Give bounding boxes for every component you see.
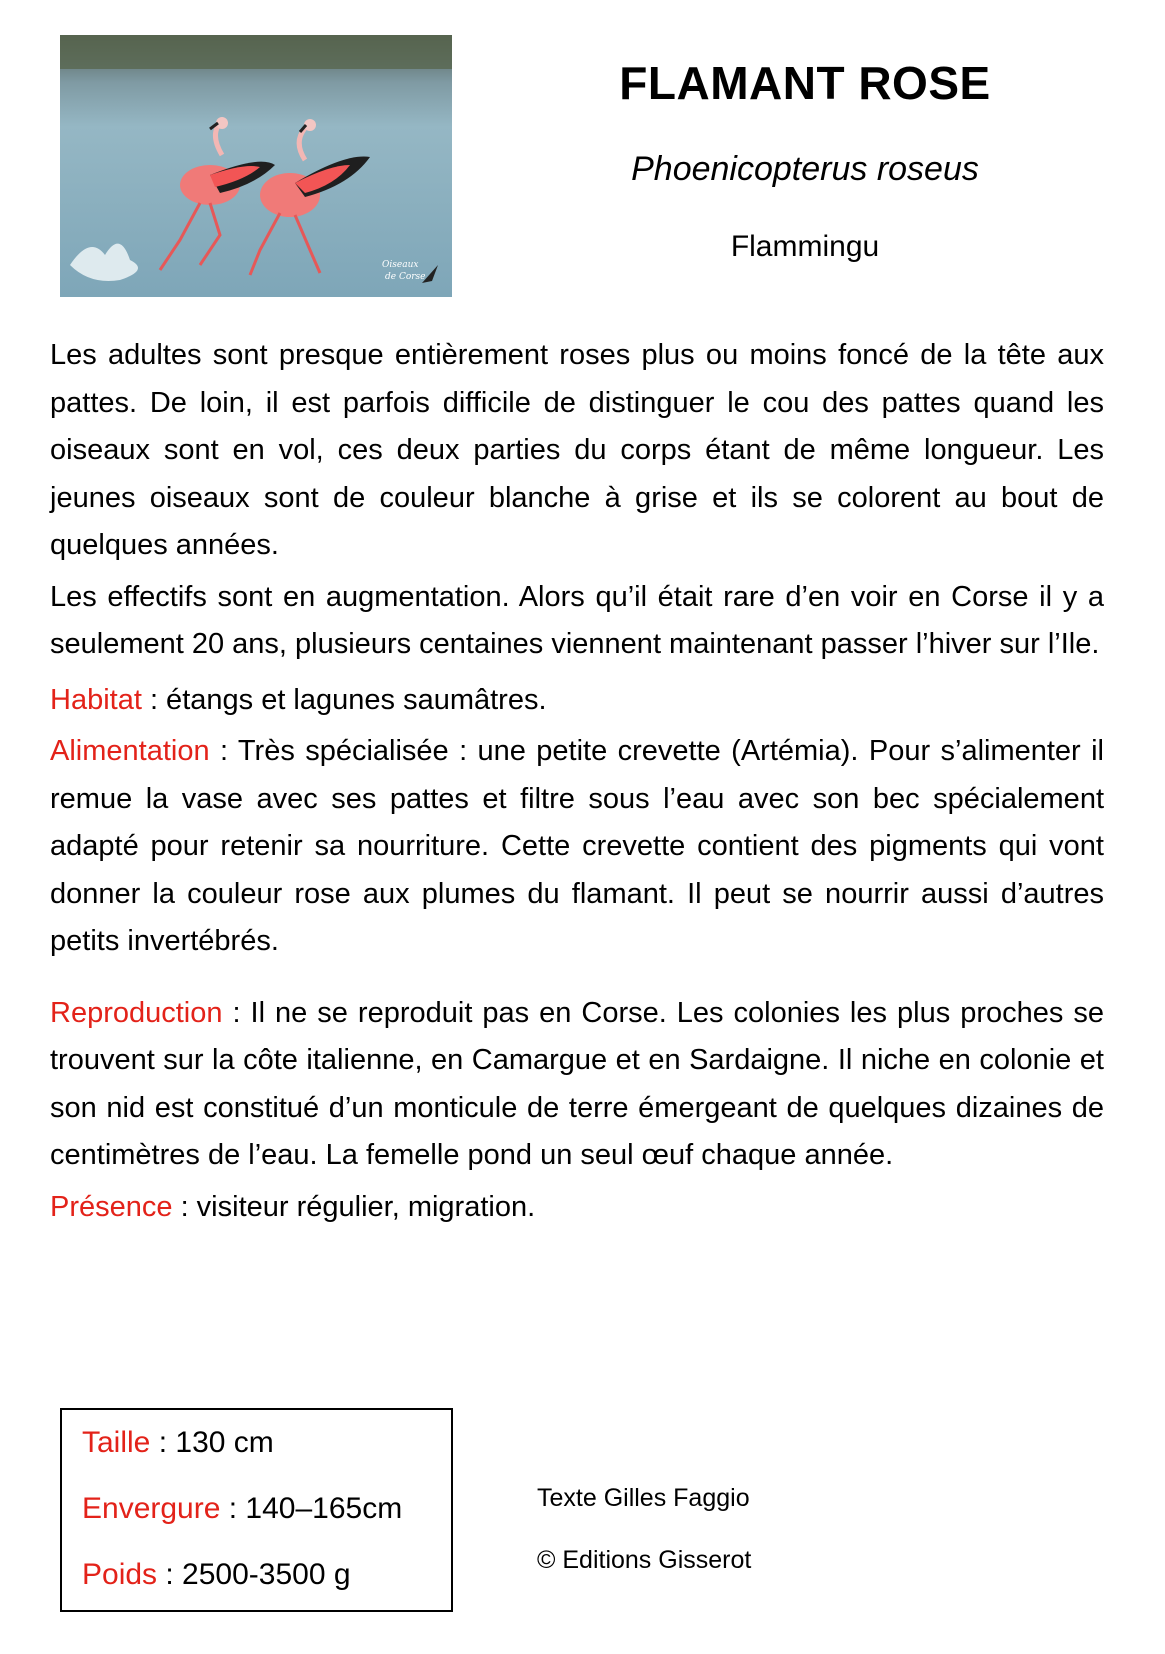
alimentation-label: Alimentation — [50, 735, 210, 767]
habitat-label: Habitat — [50, 683, 142, 716]
reproduction-label: Reproduction — [50, 996, 223, 1029]
presence-label: Présence — [50, 1190, 173, 1223]
habitat-text: : étangs et lagunes saumâtres. — [141, 683, 547, 716]
description-paragraph-1: Les adultes sont presque entièrement roses plus ou moins foncé de la tête aux pattes. De loin, il est parfois difficile de distinguer le cou des pattes quand les oiseaux sont en vol, ces deux parties du corps étant de même longueur. Les jeunes oiseaux sont de couleur blanche à grise et ils se colorent au bout de quelques années. — [50, 339, 1104, 561]
poids-label: Poids — [82, 1558, 158, 1591]
habitat-section — [50, 677, 1104, 725]
latin-name: Phoenicopterus roseus — [631, 150, 979, 188]
measurements-box — [60, 1408, 453, 1612]
flamingo-photo — [60, 35, 452, 297]
species-description — [50, 332, 1104, 1231]
alimentation-text: : Très spécialisée : une petite crevette (Artémia). Pour s’alimenter il remue la vase avec ses pattes et filtre sous l’eau avec son bec spécialement adapté pour retenir sa nourriture. Cette crevette contient des pigments qui vont donner la couleur rose aux plumes du flamant. Il peut se nourrir aussi d’autres petits invertébrés. — [50, 735, 1104, 957]
taille-value: : 130 cm — [150, 1426, 274, 1459]
author-credit: Texte Gilles Faggio — [537, 1484, 750, 1512]
watermark-line1: Oiseaux — [382, 260, 419, 270]
publisher-credit: © Editions Gisserot — [537, 1546, 752, 1574]
corsican-name: Flammingu — [730, 230, 880, 263]
poids-row — [82, 1552, 451, 1618]
envergure-row — [82, 1486, 451, 1552]
presence-text: : visiteur régulier, migration. — [172, 1190, 536, 1223]
flamingo-illustration — [60, 35, 452, 297]
presence-section — [50, 1184, 1104, 1232]
poids-value: : 2500-3500 g — [157, 1558, 351, 1591]
taille-row — [82, 1420, 451, 1486]
reproduction-text: : Il ne se reproduit pas en Corse. Les colonies les plus proches se trouvent sur la côte italienne, en Camargue et en Sardaigne. Il niche en colonie et son nid est constitué d’un monticule de terre émergeant de quelques dizaines de centimètres de l’eau. La femelle pond un seul œuf chaque année. — [50, 996, 1104, 1171]
watermark-line2: de Corse — [385, 272, 426, 282]
page-title: FLAMANT ROSE — [619, 57, 991, 109]
description-paragraph-2: Les effectifs sont en augmentation. Alors qu’il était rare d’en voir en Corse il y a seulement 20 ans, plusieurs centaines viennent maintenant passer l’hiver sur l’Ile. — [50, 580, 1104, 660]
alimentation-section — [50, 728, 1104, 966]
envergure-label: Envergure — [82, 1492, 221, 1525]
reproduction-section — [50, 990, 1104, 1180]
taille-label: Taille — [82, 1426, 151, 1459]
envergure-value: : 140–165cm — [220, 1492, 403, 1525]
